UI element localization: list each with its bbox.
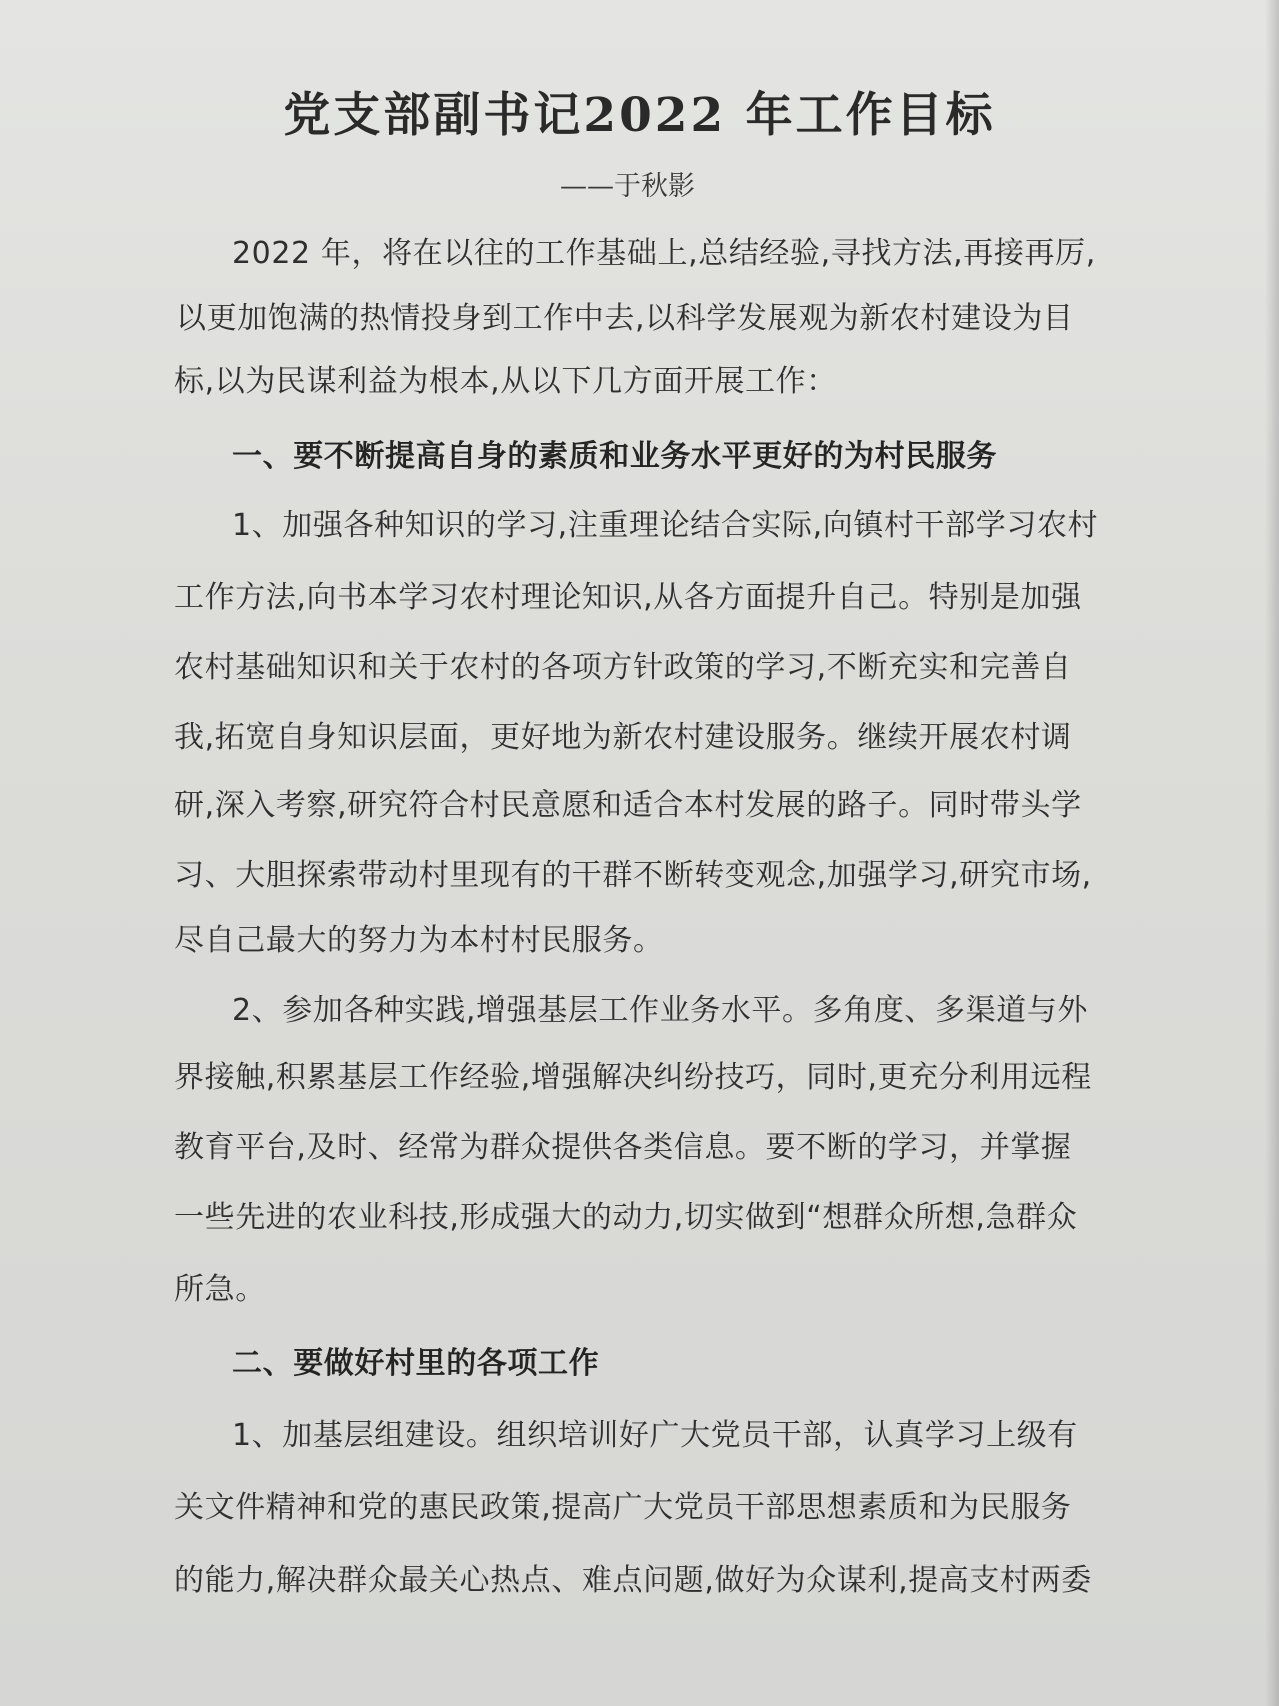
text-line: 的能力,解决群众最关心热点、难点问题,做好为众谋利,提高支村两委 [174, 1563, 1092, 1598]
document-author: ——于秋影 [560, 171, 695, 202]
text-line: 所急。 [174, 1272, 266, 1307]
section-heading: 一、要不断提高自身的素质和业务水平更好的为村民服务 [232, 439, 997, 474]
text-line: 研,深入考察,研究符合村民意愿和适合本村发展的路子。同时带头学 [174, 788, 1082, 823]
text-line: 工作方法,向书本学习农村理论知识,从各方面提升自己。特别是加强 [174, 580, 1082, 615]
text-line: 我,拓宽自身知识层面，更好地为新农村建设服务。继续开展农村调 [174, 720, 1072, 755]
text-line: 习、大胆探索带动村里现有的干群不断转变观念,加强学习,研究市场, [174, 858, 1092, 893]
text-line: 标,以为民谋利益为根本,从以下几方面开展工作： [174, 364, 837, 399]
text-line: 尽自己最大的努力为本村村民服务。 [174, 923, 664, 958]
text-line: 2、参加各种实践,增强基层工作业务水平。多角度、多渠道与外 [232, 993, 1089, 1028]
text-line: 以更加饱满的热情投身到工作中去,以科学发展观为新农村建设为目 [176, 301, 1074, 336]
text-line: 1、加基层组建设。组织培训好广大党员干部，认真学习上级有 [232, 1418, 1078, 1453]
section-heading: 二、要做好村里的各项工作 [232, 1346, 600, 1381]
text-line: 教育平台,及时、经常为群众提供各类信息。要不断的学习，并掌握 [174, 1130, 1072, 1165]
text-line: 1、加强各种知识的学习,注重理论结合实际,向镇村干部学习农村 [232, 508, 1099, 543]
text-line: 农村基础知识和关于农村的各项方针政策的学习,不断充实和完善自 [174, 650, 1072, 685]
page-edge-shadow [1265, 0, 1279, 1706]
text-line: 界接触,积累基层工作经验,增强解决纠纷技巧，同时,更充分利用远程 [174, 1060, 1092, 1095]
text-line: 关文件精神和党的惠民政策,提高广大党员干部思想素质和为民服务 [174, 1490, 1072, 1525]
text-line: 一些先进的农业科技,形成强大的动力,切实做到“想群众所想,急群众 [174, 1200, 1078, 1235]
text-line: 2022 年，将在以往的工作基础上,总结经验,寻找方法,再接再厉, [232, 236, 1096, 271]
document-title: 党支部副书记2022 年工作目标 [283, 88, 996, 143]
